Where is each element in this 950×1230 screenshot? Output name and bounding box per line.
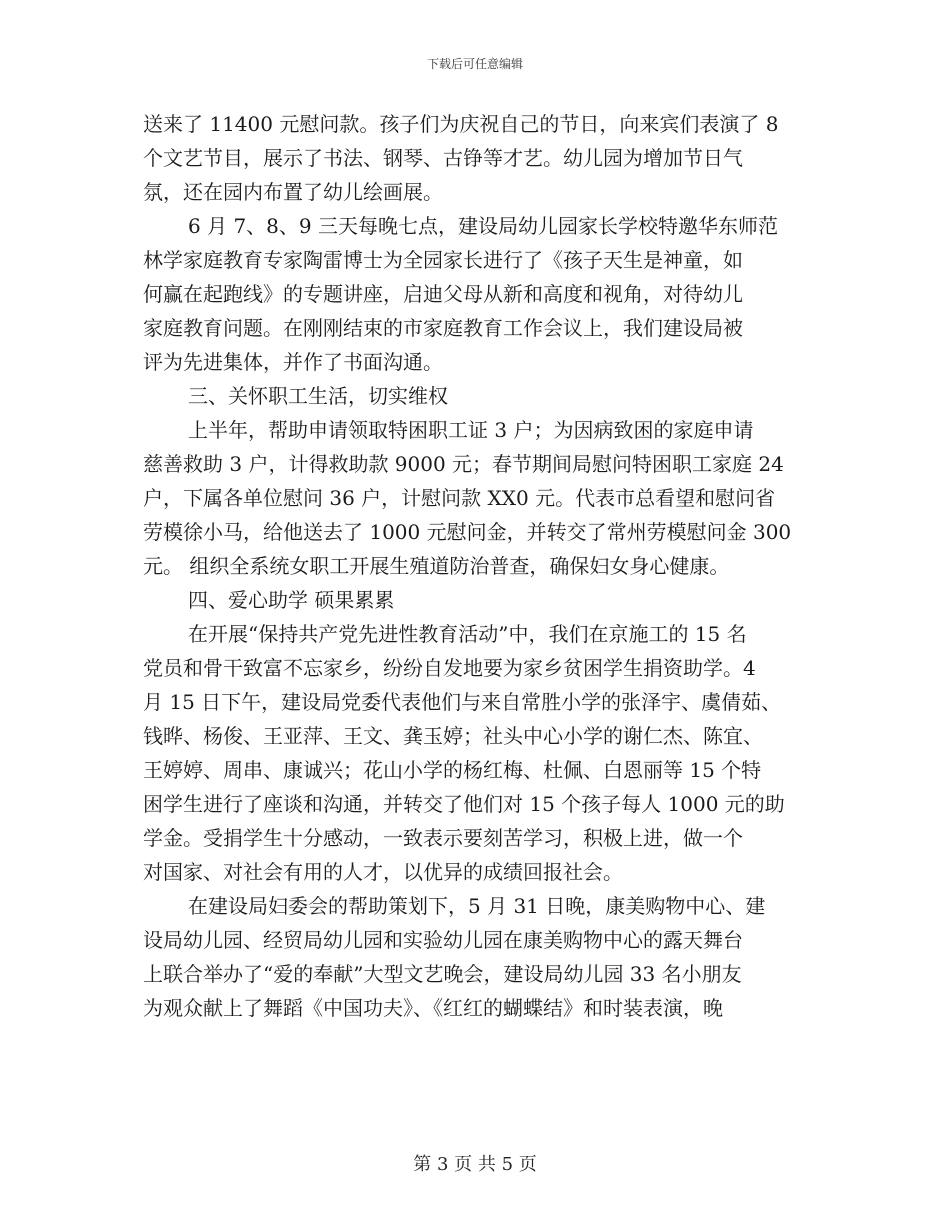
text-line: 家庭教育问题。在刚刚结束的市家庭教育工作会议上，我们建设局被 (143, 316, 743, 340)
text-line: 氛，还在园内布置了幼儿绘画展。 (143, 180, 443, 204)
page-header: 下载后可任意编辑 (426, 57, 523, 71)
text-line: 设局幼儿园、经贸局幼儿园和实验幼儿园在康美购物中心的露天舞台 (143, 928, 743, 952)
text-line: 林学家庭教育专家陶雷博士为全园家长进行了《孩子天生是神童，如 (143, 248, 743, 272)
text-line: 月 15 日下午，建设局党委代表他们与来自常胜小学的张泽宇、虞倩茹、 (143, 690, 782, 714)
text-line: 三、关怀职工生活，切实维权 (188, 384, 448, 408)
text-line: 钱晔、杨俊、王亚萍、王文、龚玉婷；社头中心小学的谢仁杰、陈宜、 (143, 724, 763, 748)
text-line: 何赢在起跑线》的专题讲座，启迪父母从新和高度和视角，对待幼儿 (143, 282, 743, 306)
text-line: 元。 组织全系统女职工开展生殖道防治普查，确保妇女身心健康。 (143, 554, 730, 578)
text-line: 上联合举办了“爱的奉献”大型文艺晚会，建设局幼儿园 33 名小朋友 (143, 962, 742, 986)
text-line: 慈善救助 3 户，计得救助款 9000 元；春节期间局慰问特困职工家庭 24 (143, 452, 784, 476)
page-footer: 第 3 页 共 5 页 (413, 1154, 537, 1175)
text-line: 学金。受捐学生十分感动，一致表示要刻苦学习，积极上进，做一个 (143, 826, 743, 850)
text-line: 王婷婷、周串、康诚兴；花山小学的杨红梅、杜佩、白恩丽等 15 个特 (143, 758, 762, 782)
text-line: 个文艺节目，展示了书法、钢琴、古铮等才艺。幼儿园为增加节日气 (143, 146, 743, 170)
text-line: 送来了 11400 元慰问款。孩子们为庆祝自己的节日，向来宾们表演了 8 (143, 112, 779, 136)
text-line: 为观众献上了舞蹈《中国功夫》、《红红的蝴蝶结》和时装表演，晚 (143, 996, 723, 1020)
text-line: 对国家、对社会有用的人才，以优异的成绩回报社会。 (143, 860, 623, 884)
text-line: 党员和骨干致富不忘家乡，纷纷自发地要为家乡贫困学生捐资助学。4 (143, 656, 756, 680)
text-line: 四、爱心助学 硕果累累 (188, 588, 395, 612)
text-line: 在建设局妇委会的帮助策划下，5 月 31 日晚，康美购物中心、建 (188, 894, 766, 918)
text-line: 户，下属各单位慰问 36 户，计慰问款 XX0 元。代表市总看望和慰问省 (143, 486, 776, 510)
text-line: 上半年，帮助申请领取特困职工证 3 户；为因病致困的家庭申请 (188, 418, 754, 442)
text-line: 劳模徐小马，给他送去了 1000 元慰问金，并转交了常州劳模慰问金 300 (143, 520, 792, 544)
text-line: 6 月 7、8、9 三天每晚七点，建设局幼儿园家长学校特邀华东师范 (188, 214, 778, 238)
text-line: 评为先进集体，并作了书面沟通。 (143, 350, 443, 374)
text-line: 困学生进行了座谈和沟通，并转交了他们对 15 个孩子每人 1000 元的助 (143, 792, 785, 816)
text-line: 在开展“保持共产党先进性教育活动”中，我们在京施工的 15 名 (188, 622, 747, 646)
